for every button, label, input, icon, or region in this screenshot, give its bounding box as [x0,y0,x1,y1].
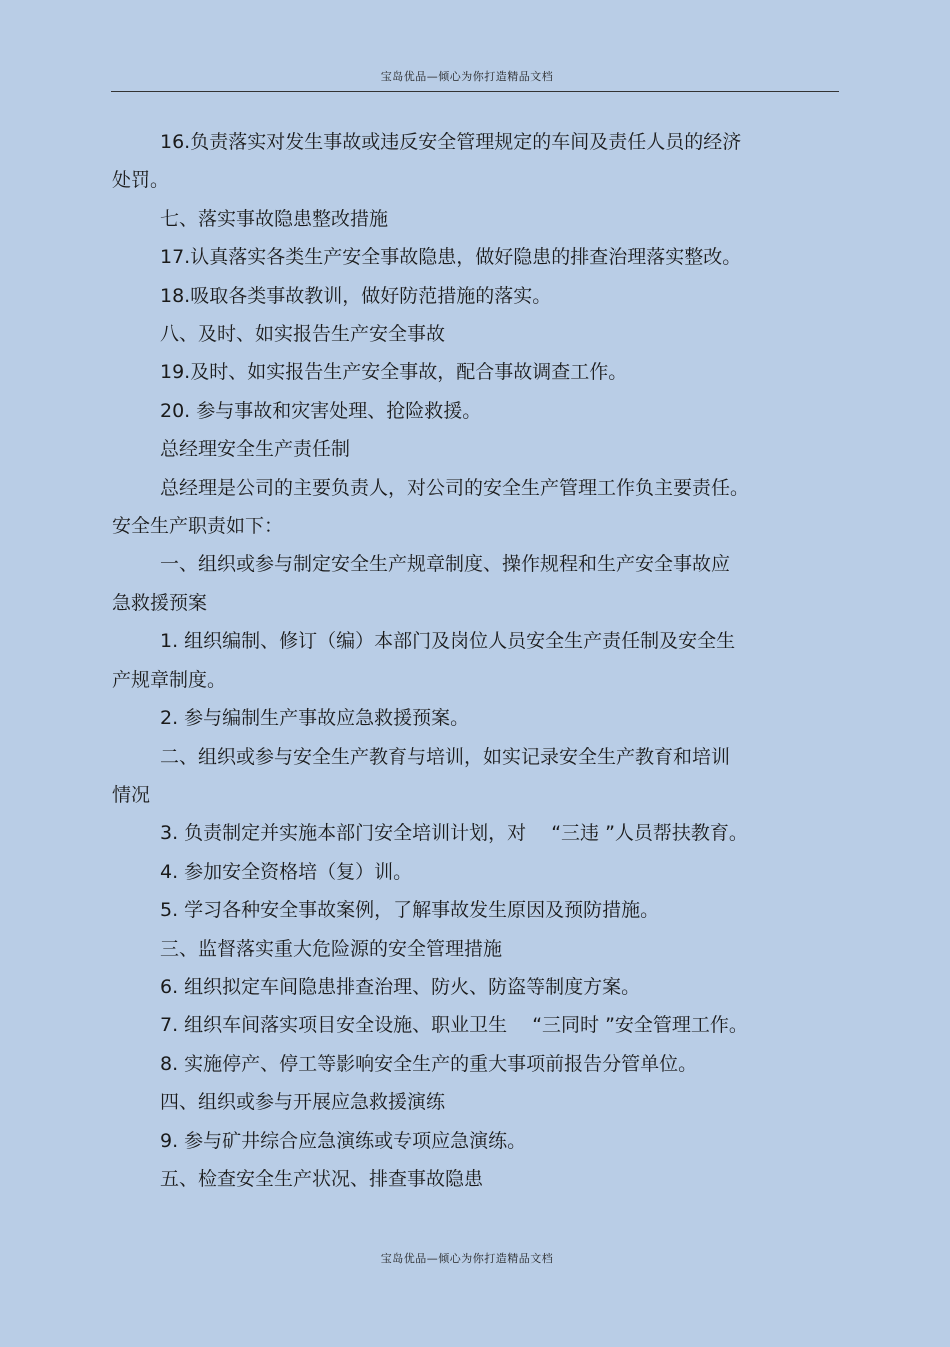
body-paragraph: 8. 实施停产、停工等影响安全生产的重大事项前报告分管单位。 [160,1052,698,1075]
document-page [2,2,948,1343]
section-heading: 一、组织或参与制定安全生产规章制度、操作规程和生产安全事故应 [160,553,731,576]
body-paragraph: 20. 参与事故和灾害处理、抢险救援。 [160,399,482,422]
section-heading: 总经理安全生产责任制 [160,438,351,461]
section-heading: 七、落实事故隐患整改措施 [160,207,389,230]
section-heading: 五、检查安全生产状况、排查事故隐患 [160,1167,484,1190]
body-paragraph: 2. 参与编制生产事故应急救援预案。 [160,707,470,730]
body-paragraph: 总经理是公司的主要负责人，对公司的安全生产管理工作负主要责任。 [160,476,750,499]
body-paragraph: 17.认真落实各类生产安全事故隐患，做好隐患的排查治理落实整改。 [160,246,742,269]
section-heading: 二、组织或参与安全生产教育与培训，如实记录安全生产教育和培训 [160,745,731,768]
body-paragraph: 产规章制度。 [112,668,227,691]
body-paragraph: 19.及时、如实报告生产安全事故，配合事故调查工作。 [160,361,628,384]
body-paragraph: 18.吸取各类事故教训，做好防范措施的落实。 [160,284,552,307]
section-heading: 急救援预案 [112,591,208,614]
body-paragraph: 安全生产职责如下： [112,515,284,538]
section-heading: 四、组织或参与开展应急救援演练 [160,1091,446,1114]
body-paragraph: 3. 负责制定并实施本部门安全培训计划，对 “三违 ”人员帮扶教育。 [160,822,748,845]
body-paragraph: 处罚。 [112,169,170,192]
header-divider [111,91,839,92]
section-heading: 八、及时、如实报告生产安全事故 [160,323,446,346]
body-paragraph: 9. 参与矿井综合应急演练或专项应急演练。 [160,1129,527,1152]
body-paragraph: 4. 参加安全资格培（复）训。 [160,860,413,883]
body-paragraph: 16.负责落实对发生事故或违反安全管理规定的车间及责任人员的经济 [160,131,742,153]
section-heading: 情况 [112,783,151,806]
body-paragraph: 6. 组织拟定车间隐患排查治理、防火、防盗等制度方案。 [160,975,641,998]
body-paragraph: 7. 组织车间落实项目安全设施、职业卫生 “三同时 ”安全管理工作。 [160,1014,748,1037]
document-body [112,123,812,1198]
body-paragraph: 1. 组织编制、修订（编）本部门及岗位人员安全生产责任制及安全生 [160,630,736,653]
page-header: 宝岛优品—倾心为你打造精品文档 [380,70,554,83]
page-footer: 宝岛优品—倾心为你打造精品文档 [380,1252,554,1265]
body-paragraph: 5. 学习各种安全事故案例，了解事故发生原因及预防措施。 [160,899,660,922]
section-heading: 三、监督落实重大危险源的安全管理措施 [160,937,503,960]
